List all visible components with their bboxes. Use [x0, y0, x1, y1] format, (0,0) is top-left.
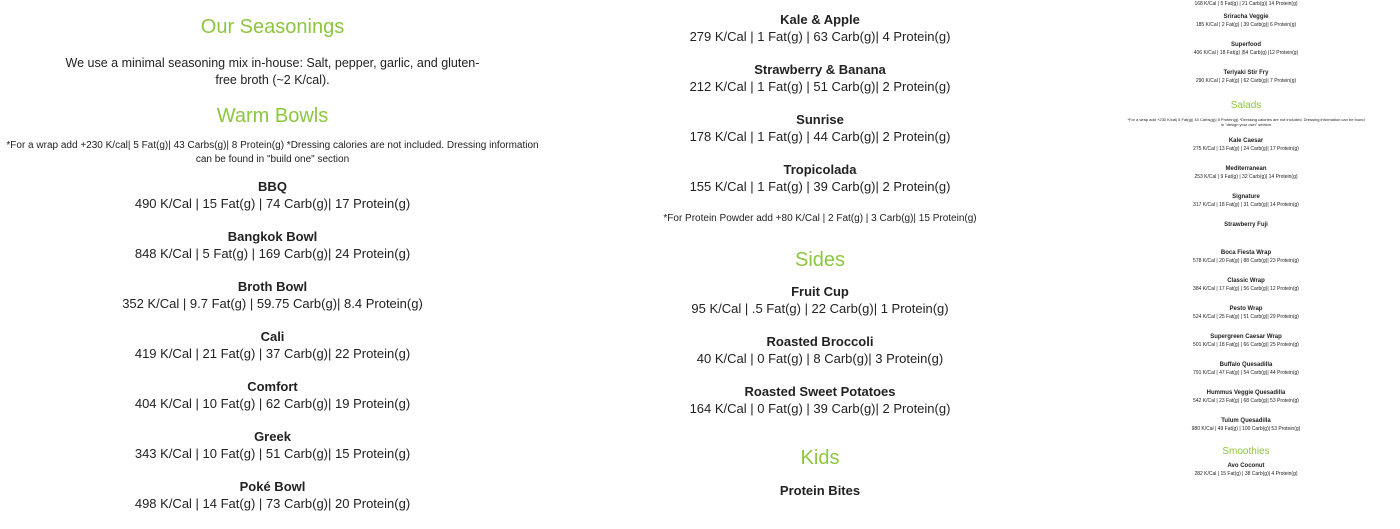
- item-name: Supergreen Caesar Wrap: [1210, 334, 1282, 340]
- menu-item-strawberry-banana: [620, 62, 1020, 112]
- item-nutrition: 848 K/Cal | 5 Fat(g) | 169 Carb(g)| 24 Protein(g): [134, 246, 411, 261]
- menu-item-strawberry-fuji: [1126, 221, 1366, 249]
- item-nutrition: 178 K/Cal | 1 Fat(g) | 44 Carb(g)| 2 Protein(g): [689, 129, 951, 144]
- item-name: Sriracha Veggie: [1223, 14, 1269, 20]
- item-name: Hummus Veggie Quesadilla: [1206, 390, 1286, 396]
- menu-item-roasted-sweet-potatoes: [620, 384, 1020, 434]
- item-name: Cali: [260, 329, 285, 344]
- item-nutrition: 95 K/Cal | .5 Fat(g) | 22 Carb(g)| 1 Protein(g): [691, 301, 949, 316]
- item-nutrition: 168 K/Cal | 5 Fat(g) | 21 Carb(g)| 14 Protein(g): [1194, 1, 1298, 7]
- kids-title: Kids: [800, 447, 840, 469]
- item-name: Mediterranean: [1225, 166, 1267, 172]
- item-nutrition: 578 K/Cal | 20 Fat(g) | 88 Carb(g)| 23 Protein(g): [1193, 258, 1299, 264]
- item-nutrition: 980 K/Cal | 49 Fat(g) | 100 Carb(g)| 53 Protein(g): [1191, 426, 1301, 432]
- item-nutrition: 419 K/Cal | 21 Fat(g) | 37 Carb(g)| 22 Protein(g): [134, 346, 411, 361]
- item-nutrition: 275 K/Cal | 13 Fat(g) | 24 Carb(g)| 17 Protein(g): [1193, 146, 1299, 152]
- item-nutrition: 542 K/Cal | 23 Fat(g) | 68 Carb(g)| 53 Protein(g): [1193, 398, 1299, 404]
- menu-item-sunrise: [620, 112, 1020, 162]
- menu-item-tropicolada: [620, 162, 1020, 212]
- item-name: Kale & Apple: [780, 12, 860, 27]
- warm-bowls-title: Warm Bowls: [216, 105, 329, 127]
- menu-item-broth-bowl: [0, 279, 545, 329]
- item-nutrition: 352 K/Cal | 9.7 Fat(g) | 59.75 Carb(g)| 8.4 Protein(g): [122, 296, 423, 311]
- menu-item-signature: [1126, 193, 1366, 221]
- item-nutrition: 212 K/Cal | 1 Fat(g) | 51 Carb(g)| 2 Protein(g): [689, 79, 951, 94]
- item-nutrition: 164 K/Cal | 0 Fat(g) | 39 Carb(g)| 2 Protein(g): [689, 401, 951, 416]
- item-name: Signature: [1232, 194, 1260, 200]
- menu-item-fruit-cup: [620, 284, 1020, 334]
- menu-item-pesto-wrap: [1126, 305, 1366, 333]
- item-name: Roasted Broccoli: [766, 334, 874, 349]
- item-nutrition: 290 K/Cal | 2 Fat(g) | 62 Carb(g)| 7 Protein(g): [1195, 78, 1297, 84]
- menu-item-supergreen-caesar-wrap: [1126, 333, 1366, 361]
- item-name: Poké Bowl: [239, 479, 306, 494]
- item-name: Sunrise: [796, 112, 844, 127]
- item-name: Bangkok Bowl: [227, 229, 318, 244]
- menu-item-tulum-quesadilla: [1126, 417, 1366, 445]
- menu-item-avo-coconut: [1126, 462, 1366, 490]
- menu-item-boca-fiesta-wrap: [1126, 249, 1366, 277]
- item-nutrition: 317 K/Cal | 18 Fat(g) | 31 Carb(g)| 14 Protein(g): [1193, 202, 1299, 208]
- seasonings-text: We use a minimal seasoning mix in-house: Salt, pepper, garlic, and gluten-free broth (~2 K/cal).: [65, 56, 480, 87]
- menu-item-superfood: [1126, 41, 1366, 69]
- item-nutrition: 498 K/Cal | 14 Fat(g) | 73 Carb(g)| 20 Protein(g): [134, 496, 411, 511]
- salads-note: *For a wrap add +230 K/cal| 5 Fat(g)| 43 Carbs(g)| 8 Protein(g) *Dressing calories are not included. Dressing information can be found in "design your own" section: [1127, 117, 1365, 127]
- item-nutrition: 406 K/Cal | 18 Fat(g) |54 Carb(g) |12 Protein(g): [1193, 50, 1299, 56]
- item-name: Classic Wrap: [1227, 278, 1265, 284]
- item-name: Tropicolada: [783, 162, 857, 177]
- item-name: BBQ: [258, 179, 287, 194]
- item-nutrition: 501 K/Cal | 18 Fat(g) | 66 Carb(g)| 25 Protein(g): [1193, 342, 1299, 348]
- menu-item-hummus-veggie-quesadilla: [1126, 389, 1366, 417]
- right-column: [1126, 0, 1366, 490]
- item-nutrition: 279 K/Cal | 1 Fat(g) | 63 Carb(g)| 4 Protein(g): [689, 29, 951, 44]
- item-name: Strawberry Fuji: [1224, 222, 1268, 228]
- item-name: Avo Coconut: [1227, 463, 1265, 469]
- smoothies-title: Smoothies: [1222, 446, 1270, 457]
- protein-powder-note: *For Protein Powder add +80 K/Cal | 2 Fat(g) | 3 Carb(g)| 15 Protein(g): [663, 213, 977, 224]
- item-name: Broth Bowl: [237, 279, 308, 294]
- item-nutrition: 40 K/Cal | 0 Fat(g) | 8 Carb(g)| 3 Protein(g): [696, 351, 944, 366]
- item-name: Fruit Cup: [791, 284, 849, 299]
- menu-item-classic-wrap: [1126, 277, 1366, 305]
- menu-item-greek: [0, 429, 545, 479]
- menu-item-roasted-broccoli: [620, 334, 1020, 384]
- warm-bowls-note: *For a wrap add +230 K/cal| 5 Fat(g)| 43 Carbs(g)| 8 Protein(g) *Dressing calories are not included. Dressing information can be found in "build one" section: [6, 140, 539, 165]
- item-nutrition: 490 K/Cal | 15 Fat(g) | 74 Carb(g)| 17 Protein(g): [134, 196, 411, 211]
- menu-item-sriracha-veggie: [1126, 13, 1366, 41]
- menu-item-teriyaki-stir-fry: [1126, 69, 1366, 97]
- item-nutrition: 282 K/Cal | 15 Fat(g) | 38 Carb(g)| 4 Protein(g): [1194, 471, 1298, 477]
- item-name: Tulum Quesadilla: [1221, 418, 1271, 424]
- item-name: Strawberry & Banana: [754, 62, 886, 77]
- left-column: [0, 0, 545, 529]
- item-nutrition: 155 K/Cal | 1 Fat(g) | 39 Carb(g)| 2 Protein(g): [689, 179, 951, 194]
- item-nutrition: 404 K/Cal | 10 Fat(g) | 62 Carb(g)| 19 Protein(g): [134, 396, 411, 411]
- item-name: Boca Fiesta Wrap: [1220, 250, 1272, 256]
- item-nutrition: 185 K/Cal | 2 Fat(g) | 39 Carb(g)| 6 Protein(g): [1195, 22, 1297, 28]
- item-name: Teriyaki Stir Fry: [1223, 70, 1269, 76]
- item-name: Superfood: [1231, 42, 1261, 48]
- menu-item-kale-caesar: [1126, 137, 1366, 165]
- item-name: Greek: [254, 429, 291, 444]
- menu-item-kale-apple: [620, 12, 1020, 62]
- menu-item-protein-bites: Protein Bites: [779, 483, 861, 498]
- menu-item-poke-bowl: [0, 479, 545, 529]
- middle-column: [620, 0, 1020, 499]
- item-nutrition: 524 K/Cal | 25 Fat(g) | 51 Carb(g)| 29 Protein(g): [1193, 314, 1299, 320]
- item-name: Pesto Wrap: [1229, 306, 1263, 312]
- item-name: Comfort: [247, 379, 298, 394]
- item-name: Buffalo Quesadilla: [1219, 362, 1273, 368]
- item-name: Kale Caesar: [1228, 138, 1264, 144]
- menu-item-cali: [0, 329, 545, 379]
- item-nutrition: 343 K/Cal | 10 Fat(g) | 51 Carb(g)| 15 Protein(g): [134, 446, 411, 461]
- item-name: Roasted Sweet Potatoes: [744, 384, 896, 399]
- menu-item-comfort: [0, 379, 545, 429]
- item-nutrition: 384 K/Cal | 17 Fat(g) | 56 Carb(g)| 12 Protein(g): [1193, 286, 1299, 292]
- smoothie-list: [620, 12, 1020, 212]
- menu-item-buffalo-quesadilla: [1126, 361, 1366, 389]
- item-nutrition: 253 K/Cal | 9 Fat(g) | 32 Carb(g)| 14 Protein(g): [1194, 174, 1298, 180]
- seasonings-title: Our Seasonings: [200, 16, 345, 38]
- item-nutrition: 791 K/Cal | 47 Fat(g) | 54 Carb(g)| 44 Protein(g): [1193, 370, 1299, 376]
- bowls-list: [0, 179, 545, 529]
- menu-item-bangkok-bowl: [0, 229, 545, 279]
- sides-list: [620, 284, 1020, 434]
- menu-item-bbq: [0, 179, 545, 229]
- menu-item-mediterranean: [1126, 165, 1366, 193]
- salads-title: Salads: [1230, 100, 1262, 111]
- sides-title: Sides: [794, 249, 846, 271]
- smoothies-list: [1126, 462, 1366, 490]
